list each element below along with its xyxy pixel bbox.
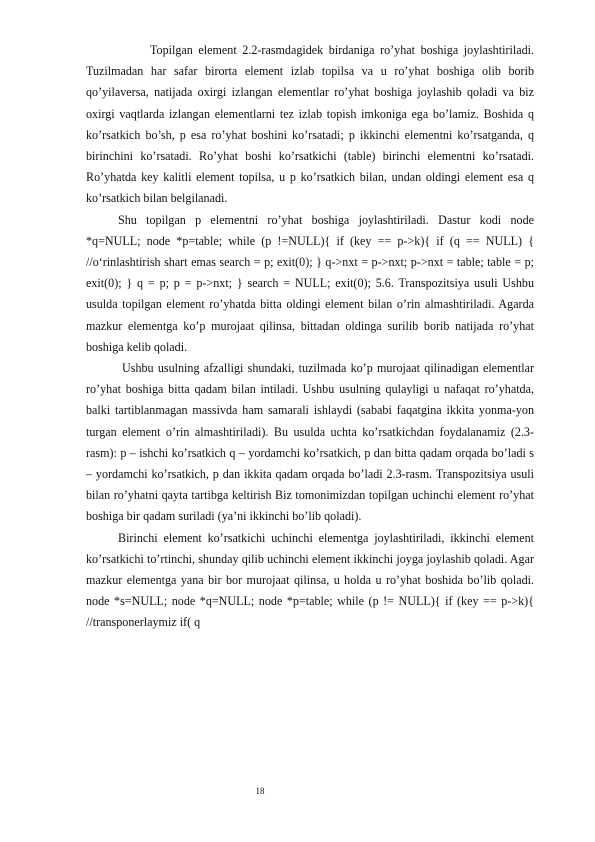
- paragraph-1: Topilgan element 2.2-rasmdagidek birdaniga ro’yhat boshiga joylashtiriladi. Tuzilmadan har safar birorta element izlab topilsa va u ro’yhat boshiga olib borib qo’yilaversa, natijada oxirgi izlangan elementlar ro’yhat boshiga joylashib qoladi va biz oxirgi vaqtlarda izlangan elementlarni tez izlab topish imkoniga ega bo’lamiz. Boshida q ko’rsatkich bo’sh, p esa ro’yhat boshini ko’rsatadi; p ikkinchi elementni ko’rsatganda, q birinchini ko’rsatadi. Ro’yhat boshi ko’rsatkichi (table) birinchi elementni ko’rsatadi. Ro’yhatda key kalitli element topilsa, u p ko’rsatkich bilan, undan oldingi element esa q ko’rsatkich bilan belgilanadi.: [86, 43, 534, 206]
- page-number: 18: [255, 786, 265, 796]
- paragraph-2: Shu topilgan p elementni ro’yhat boshiga joylashtiriladi. Dastur kodi node *q=NULL; node *p=table; while (p !=NULL){ if (key == p->k){ if (q == NULL) { //o‘rinlashtirish shart emas search = p; exit(0); } q->nxt = p->nxt; p->nxt = table; table = p; exit(0); } q = p; p = p->nxt; } search = NULL; exit(0); 5.6. Transpozitsiya usuli Ushbu usulda topilgan element ro’yhatda bitta oldingi element bilan o’rin almashtiriladi. Agarda mazkur elementga ko’p murojaat qilinsa, bittadan oldinga surilib borib natijada ro’yhat boshiga kelib qoladi.: [86, 212, 534, 354]
- document-page: [86, 40, 534, 634]
- paragraph-3: Ushbu usulning afzalligi shundaki, tuzilmada ko’p murojaat qilinadigan elementlar ro’yhat boshiga bitta qadam bilan intiladi. Ushbu usulning qulayligi u nafaqat ro’yhatda, balki tartiblanmagan massivda ham samarali ishlaydi (sababi faqatgina ikkita yonma-yon turgan element o’rin almashtiriladi). Bu usulda uchta ko’rsatkichdan foydalanamiz (2.3-rasm): p – ishchi ko’rsatkich q – yordamchi ko’rsatkich, p dan bitta qadam orqada bo’ladi s – yordamchi ko’rsatkich, p dan ikkita qadam orqada bo’ladi 2.3-rasm. Transpozitsiya usuli bilan ro’yhatni qayta tartibga keltirish Biz tomonimizdan topilgan uchinchi element ro’yhat boshiga bir qadam suriladi (ya’ni ikkinchi bo’lib qoladi).: [86, 361, 534, 524]
- paragraph-4: Birinchi element ko’rsatkichi uchinchi elementga joylashtiriladi, ikkinchi element ko’rsatkichi to’rtinchi, shunday qilib uchinchi element ikkinchi joyga joylashib qoladi. Agar mazkur elementga yana bir bor murojaat qilinsa, u holda u ro’yhat boshida bo’lib qoladi. node *s=NULL; node *q=NULL; node *p=table; while (p != NULL){ if (key == p->k){ //transponerlaymiz if( q: [86, 530, 534, 630]
